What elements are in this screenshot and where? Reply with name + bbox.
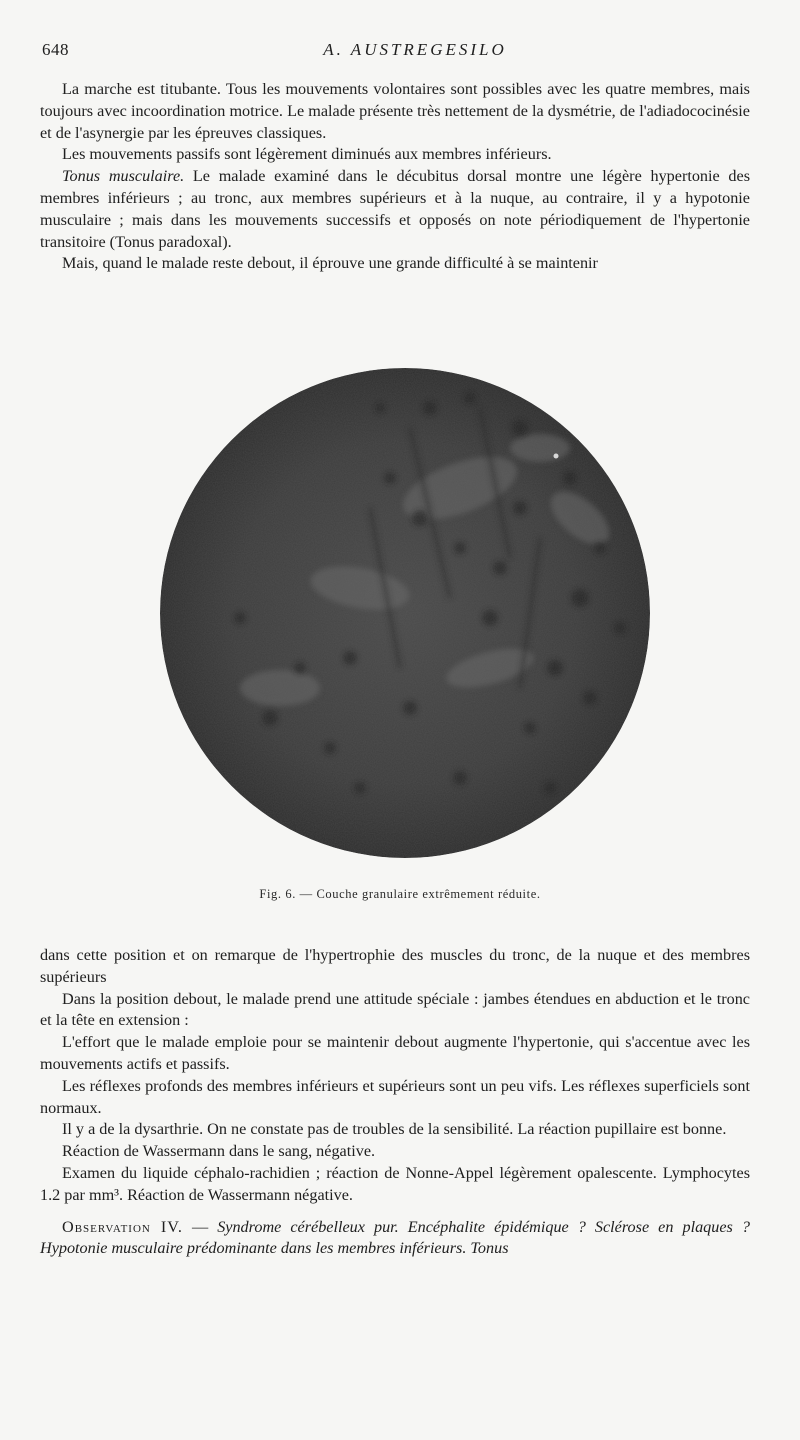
observation-title: Syndrome cérébelleux pur. Encéphalite épidémique ? Sclérose en plaques ? Hypotonie musculaire prédominante dans les membres inférieurs. Tonus [40,1217,750,1258]
running-head: A. AUSTREGESILO [323,40,507,59]
page-header [42,40,748,64]
observation-label: Observation IV. [62,1217,183,1236]
body-text-top [40,79,750,275]
page-number: 648 [42,40,69,59]
figure-caption: Fig. 6. — Couche granulaire extrêmement réduite. [259,887,541,901]
paragraph: Dans la position debout, le malade prend une attitude spéciale : jambes étendues en abduction et le tronc et la tête en extension : [40,989,750,1030]
body-text-bottom [40,945,750,1260]
observation-heading [40,1217,750,1261]
micrograph-image [160,368,650,858]
paragraph [40,166,750,253]
paragraph: dans cette position et on remarque de l'hypertrophie des muscles du tronc, de la nuque et des membres supérieurs [40,946,750,986]
paragraph: L'effort que le malade emploie pour se maintenir debout augmente l'hypertonie, qui s'accentue avec les mouvements actifs et passifs. [40,1033,750,1073]
paragraph: Réaction de Wassermann dans le sang, négative. [62,1142,376,1161]
micrograph-figure [160,368,650,858]
paragraph: La marche est titubante. Tous les mouvements volontaires sont possibles avec les quatre membres, mais toujours avec incoordination motrice. Le malade présente très nettement de la dysmétrie, de l'adiadococinésie et de l'asynergie par les épreuves classiques. [40,80,750,142]
paragraph-body: Le malade examiné dans le décubitus dorsal montre une légère hypertonie des membres inférieurs ; au tronc, aux membres supérieurs et à la nuque, au contraire, il y a hypotonie musculaire ; mais dans les mouvements successifs et opposés on note périodiquement de l'hypertonie transitoire (Tonus paradoxal). [40,167,750,251]
paragraph: Mais, quand le malade reste debout, il éprouve une grande difficulté à se maintenir [62,254,598,273]
paragraph: Examen du liquide céphalo-rachidien ; réaction de Nonne-Appel légèrement opalescente. Lymphocytes 1.2 par mm³. Réaction de Wassermann négative. [40,1163,750,1204]
paragraph: Les mouvements passifs sont légèrement diminués aux membres inférieurs. [62,145,552,164]
observation-dash: — [182,1217,218,1236]
paragraph-lead: Tonus musculaire. [62,167,185,186]
paragraph: Il y a de la dysarthrie. On ne constate pas de troubles de la sensibilité. La réaction pupillaire est bonne. [62,1120,727,1139]
paragraph: Les réflexes profonds des membres inférieurs et supérieurs sont un peu vifs. Les réflexes superficiels sont normaux. [40,1076,750,1117]
